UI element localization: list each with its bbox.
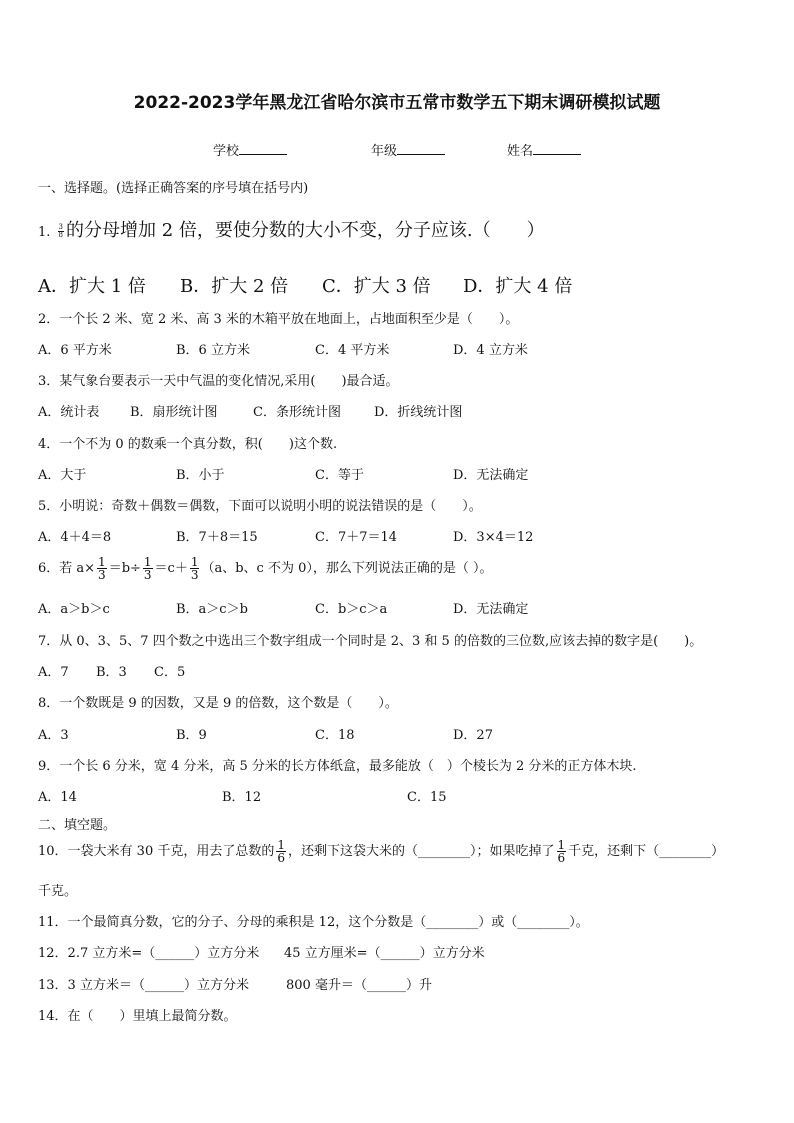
q6-fraction-3 [190, 556, 200, 581]
q3-option-c[interactable]: C．条形统计图 [253, 405, 341, 420]
q4-option-c[interactable]: C．等于 [315, 468, 364, 483]
section-fill-heading: 二、填空题。 [38, 818, 117, 833]
name-blank[interactable] [533, 140, 581, 155]
q8-text: 8．一个数既是 9 的因数，又是 9 的倍数，这个数是（ ）。 [38, 696, 398, 711]
school-field[interactable] [213, 140, 287, 159]
q10-fraction-2 [557, 839, 567, 864]
q8-option-b[interactable]: B．9 [176, 728, 207, 743]
q6-fraction-2 [143, 556, 153, 581]
q9-text: 9．一个长 6 分米，宽 4 分米，高 5 分米的长方体纸盒，最多能放（ ）个棱长为 2 分米的正方体木块. [38, 759, 637, 774]
q5-text: 5．小明说：奇数＋偶数＝偶数，下面可以说明小明的说法错误的是（ ）。 [38, 499, 482, 514]
q2-option-b[interactable]: B．6 立方米 [176, 343, 250, 358]
q3-option-a[interactable]: A．统计表 [38, 405, 100, 420]
q6-mid-1: ＝b÷ [108, 561, 141, 576]
q12-part-b[interactable]: 45 立方厘米=（______）立方分米 [284, 946, 485, 961]
question-6 [38, 556, 493, 581]
q2-option-a[interactable]: A．6 平方米 [38, 343, 112, 358]
q5-option-c[interactable]: C．7＋7＝14 [315, 530, 398, 545]
q6-option-c[interactable]: C．b＞c＞a [315, 602, 388, 617]
name-field[interactable] [507, 140, 581, 159]
q13-part-a[interactable]: 13．3 立方米＝（______）立方分米 [38, 978, 249, 993]
q6-option-d[interactable]: D．无法确定 [453, 602, 529, 617]
grade-label: 年级 [371, 144, 398, 159]
q10-frac1-numerator: 1 [277, 838, 285, 852]
q10-frac2-denominator: 6 [557, 851, 566, 865]
q1-option-d[interactable]: D．扩大 4 倍 [463, 276, 573, 297]
q4-option-a[interactable]: A．大于 [38, 468, 87, 483]
q1-number: 1. [38, 225, 51, 240]
q8-option-a[interactable]: A．3 [38, 728, 69, 743]
q5-option-b[interactable]: B．7＋8＝15 [176, 530, 258, 545]
q11-text[interactable]: 11．一个最简真分数，它的分子、分母的乘积是 12，这个分数是（________）或（________）。 [38, 915, 589, 930]
q5-option-d[interactable]: D．3×4＝12 [453, 530, 534, 545]
question-10 [38, 839, 724, 864]
q9-option-c[interactable]: C．15 [407, 790, 447, 805]
q1-frac-denominator: 8 [58, 231, 63, 239]
q4-option-b[interactable]: B．小于 [176, 468, 225, 483]
q6-post: （a、b、c 不为 0），那么下列说法正确的是（ ）。 [201, 561, 493, 576]
q1-fraction [58, 224, 64, 239]
q2-text: 2．一个长 2 米、宽 2 米、高 3 米的木箱平放在地面上，占地面积至少是（ ）。 [38, 312, 519, 327]
q1-frac-numerator: 3 [58, 223, 63, 231]
q6-frac3-denominator: 3 [190, 568, 199, 582]
q10-pre: 10．一袋大米有 30 千克，用去了总数的 [38, 844, 275, 859]
q3-option-b[interactable]: B．扇形统计图 [130, 405, 218, 420]
q9-option-a[interactable]: A．14 [38, 790, 77, 805]
q6-fraction-1 [97, 556, 107, 581]
q6-frac1-numerator: 1 [98, 555, 106, 569]
q6-frac1-denominator: 3 [98, 568, 106, 582]
q1-option-c[interactable]: C．扩大 3 倍 [322, 276, 431, 297]
q10-post[interactable]: 千克，还剩下（________） [568, 844, 725, 859]
q7-text: 7．从 0、3、5、7 四个数之中选出三个数字组成一个同时是 2、3 和 5 的倍数的三位数,应该去掉的数字是( )。 [38, 634, 703, 649]
q6-frac3-numerator: 1 [190, 555, 199, 569]
q6-frac2-denominator: 3 [143, 568, 152, 582]
q6-option-a[interactable]: A．a＞b＞c [38, 602, 110, 617]
q14-text: 14．在（ ）里填上最简分数。 [38, 1009, 237, 1024]
q6-frac2-numerator: 1 [143, 555, 152, 569]
page-title: 2022-2023学年黑龙江省哈尔滨市五常市数学五下期末调研模拟试题 [133, 93, 661, 113]
q4-option-d[interactable]: D．无法确定 [453, 468, 529, 483]
q6-pre: 6．若 a× [38, 561, 96, 576]
q7-option-b[interactable]: B．3 [96, 665, 127, 680]
question-1 [38, 216, 545, 242]
q1-text: 的分母增加 2 倍，要使分数的大小不变，分子应该.（ ） [65, 220, 545, 241]
name-label: 姓名 [507, 144, 534, 159]
q9-option-b[interactable]: B．12 [222, 790, 262, 805]
q10-mid[interactable]: ，还剩下这袋大米的（________）；如果吃掉了 [288, 844, 555, 859]
school-blank[interactable] [239, 140, 287, 155]
school-label: 学校 [213, 144, 240, 159]
q10-fraction-1 [276, 839, 286, 864]
q3-option-d[interactable]: D．折线统计图 [374, 405, 463, 420]
q13-part-b[interactable]: 800 毫升＝（______）升 [286, 978, 432, 993]
q2-option-c[interactable]: C．4 平方米 [315, 343, 390, 358]
q6-mid-2: ＝c＋ [154, 561, 188, 576]
q1-option-a[interactable]: A．扩大 1 倍 [38, 276, 146, 297]
q2-option-d[interactable]: D．4 立方米 [453, 343, 528, 358]
q1-option-b[interactable]: B．扩大 2 倍 [180, 276, 289, 297]
q10-frac1-denominator: 6 [277, 851, 285, 865]
q7-option-a[interactable]: A．7 [38, 665, 69, 680]
q4-text: 4．一个不为 0 的数乘一个真分数，积( )这个数. [38, 437, 338, 452]
q8-option-d[interactable]: D．27 [453, 728, 493, 743]
q3-text: 3．某气象台要表示一天中气温的变化情况,采用( )最合适。 [38, 374, 399, 389]
grade-blank[interactable] [397, 140, 445, 155]
q7-option-c[interactable]: C．5 [154, 665, 186, 680]
q12-part-a[interactable]: 12．2.7 立方米=（______）立方分米 [38, 946, 260, 961]
q10-continuation: 千克。 [38, 884, 78, 899]
section-choice-heading: 一、选择题。(选择正确答案的序号填在括号内) [38, 181, 309, 196]
q6-option-b[interactable]: B．a＞c＞b [176, 602, 248, 617]
grade-field[interactable] [371, 140, 445, 159]
q10-frac2-numerator: 1 [557, 838, 566, 852]
q5-option-a[interactable]: A．4＋4＝8 [38, 530, 112, 545]
q8-option-c[interactable]: C．18 [315, 728, 355, 743]
